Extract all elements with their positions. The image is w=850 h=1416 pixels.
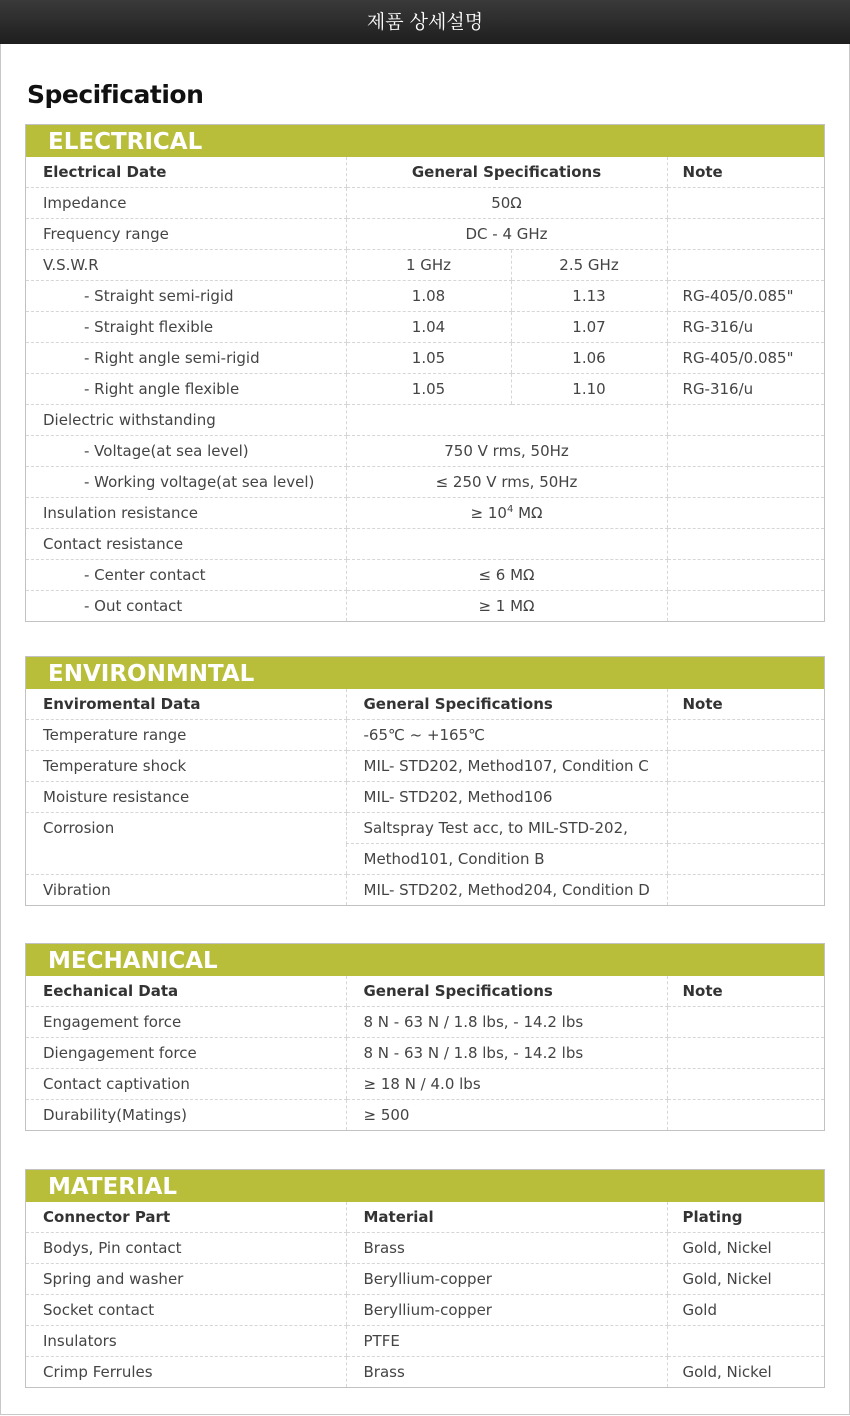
table-row: [26, 782, 824, 813]
row-spec-col1: 1.04: [346, 312, 511, 343]
table-row: [26, 560, 824, 591]
row-spec: Beryllium-copper: [346, 1264, 667, 1295]
row-label: [26, 844, 346, 875]
row-spec: Beryllium-copper: [346, 1295, 667, 1326]
row-label: - Center contact: [26, 560, 346, 591]
row-spec: ≤ 250 V rms, 50Hz: [346, 467, 667, 498]
row-label: Contact captivation: [26, 1069, 346, 1100]
top-title-bar: [0, 0, 850, 44]
row-label: Socket contact: [26, 1295, 346, 1326]
row-note: [667, 467, 824, 498]
spec-suffix: MΩ: [513, 504, 543, 522]
table-row: [26, 1264, 824, 1295]
row-spec: DC - 4 GHz: [346, 219, 667, 250]
table-row: [26, 1038, 824, 1069]
row-label: Diengagement force: [26, 1038, 346, 1069]
row-label: - Out contact: [84, 597, 183, 615]
row-note: RG-316/u: [667, 312, 824, 343]
row-spec: ≥ 18 N / 4.0 lbs: [346, 1069, 667, 1100]
row-label: Frequency range: [26, 219, 346, 250]
row-spec: Brass: [346, 1357, 667, 1388]
table-row: [26, 1357, 824, 1388]
section-header: ELECTRICAL: [26, 125, 824, 157]
table-row: [26, 436, 824, 467]
row-note: RG-316/u: [667, 374, 824, 405]
row-label: Durability(Matings): [43, 1106, 187, 1124]
table-row: [26, 405, 824, 436]
row-spec: PTFE: [346, 1326, 667, 1357]
table-row: [26, 813, 824, 844]
section-header: ENVIRONMNTAL: [26, 657, 824, 689]
row-spec: ≤ 6 MΩ: [346, 560, 667, 591]
table-row: [26, 720, 824, 751]
row-spec: ≥ 1 MΩ: [346, 591, 667, 622]
section-header: MATERIAL: [26, 1170, 824, 1202]
table-row: [26, 1100, 824, 1131]
row-note: [667, 498, 824, 529]
row-spec-col2: 2.5 GHz: [511, 250, 667, 281]
row-spec-col1: 1.05: [346, 343, 511, 374]
row-spec: [346, 498, 667, 529]
row-spec: ≥ 500: [346, 1100, 667, 1131]
row-note: Gold: [667, 1295, 824, 1326]
row-note: [667, 813, 824, 844]
table-row: [26, 875, 824, 906]
row-spec: 750 V rms, 50Hz: [346, 436, 667, 467]
row-spec-col1: 1.08: [346, 281, 511, 312]
row-note: Gold, Nickel: [667, 1357, 824, 1388]
row-spec: [346, 529, 667, 560]
table-row: [26, 250, 824, 281]
row-label: Temperature range: [26, 720, 346, 751]
table-row: [26, 498, 824, 529]
row-label: Engagement force: [26, 1007, 346, 1038]
row-note: [667, 1326, 824, 1357]
electrical-section: [25, 124, 825, 622]
column-header: Material: [346, 1202, 667, 1233]
row-label: - Straight flexible: [26, 312, 346, 343]
row-spec: -65℃ ~ +165℃: [346, 720, 667, 751]
table-header-row: [26, 157, 824, 188]
table-row: [26, 374, 824, 405]
table-header-row: [26, 689, 824, 720]
table-row: [26, 467, 824, 498]
spec-exponent: 4: [506, 504, 514, 515]
row-label: - Voltage(at sea level): [26, 436, 346, 467]
top-title: 제품 상세설명: [366, 11, 484, 33]
row-label: - Straight semi-rigid: [26, 281, 346, 312]
row-note: [667, 782, 824, 813]
row-spec: 8 N - 63 N / 1.8 lbs, - 14.2 lbs: [346, 1038, 667, 1069]
table-row: [26, 591, 824, 622]
column-header: General Specifications: [346, 976, 667, 1007]
column-header: Connector Part: [26, 1202, 346, 1233]
table-row: [26, 343, 824, 374]
column-header: Enviromental Data: [26, 689, 346, 720]
row-spec-col2: 1.10: [511, 374, 667, 405]
row-label: Impedance: [26, 188, 346, 219]
column-header: General Specifications: [346, 157, 667, 188]
row-label: - Working voltage(at sea level): [26, 467, 346, 498]
table-row: [26, 529, 824, 560]
column-header: Note: [667, 157, 824, 188]
row-label: Insulators: [26, 1326, 346, 1357]
mechanical-table: [26, 976, 824, 1130]
row-spec-col2: 1.07: [511, 312, 667, 343]
row-note: [667, 219, 824, 250]
row-note: RG-405/0.085": [667, 281, 824, 312]
row-spec: MIL- STD202, Method204, Condition D: [346, 875, 667, 906]
table-row: [26, 1295, 824, 1326]
table-row: [26, 312, 824, 343]
table-row: [26, 219, 824, 250]
row-spec: MIL- STD202, Method107, Condition C: [346, 751, 667, 782]
row-note: Gold, Nickel: [667, 1264, 824, 1295]
column-header: Note: [667, 689, 824, 720]
page-title: Specification: [27, 80, 204, 109]
table-row: [26, 188, 824, 219]
material-section: [25, 1169, 825, 1388]
row-label: Moisture resistance: [26, 782, 346, 813]
row-note: [667, 875, 824, 906]
row-note: [667, 720, 824, 751]
row-spec: 8 N - 63 N / 1.8 lbs, - 14.2 lbs: [346, 1007, 667, 1038]
row-spec: MIL- STD202, Method106: [346, 782, 667, 813]
section-header: MECHANICAL: [26, 944, 824, 976]
row-note: [667, 591, 824, 622]
electrical-table: [26, 157, 824, 621]
table-row: [26, 1069, 824, 1100]
table-row: [26, 1233, 824, 1264]
row-note: [667, 1100, 824, 1131]
row-spec: [346, 405, 667, 436]
row-spec-col1: 1 GHz: [346, 250, 511, 281]
row-note: [667, 436, 824, 467]
column-header: Eechanical Data: [26, 976, 346, 1007]
table-row: [26, 751, 824, 782]
row-label: Contact resistance: [26, 529, 346, 560]
table-header-row: [26, 976, 824, 1007]
row-label: Crimp Ferrules: [43, 1363, 153, 1381]
row-label: - Right angle semi-rigid: [26, 343, 346, 374]
row-spec: Method101, Condition B: [346, 844, 667, 875]
row-note: [667, 188, 824, 219]
row-note: [667, 1038, 824, 1069]
row-note: [667, 560, 824, 591]
row-spec: Saltspray Test acc, to MIL-STD-202,: [346, 813, 667, 844]
row-note: [667, 1007, 824, 1038]
mechanical-section: [25, 943, 825, 1131]
column-header: Plating: [667, 1202, 824, 1233]
environmental-section: [25, 656, 825, 906]
row-spec: 50Ω: [346, 188, 667, 219]
column-header: Note: [667, 976, 824, 1007]
row-note: [667, 1069, 824, 1100]
table-row: [26, 281, 824, 312]
row-spec-col2: 1.06: [511, 343, 667, 374]
material-table: [26, 1202, 824, 1387]
environmental-table: [26, 689, 824, 905]
row-note: [667, 405, 824, 436]
spec-prefix: ≥ 10: [470, 504, 507, 522]
table-header-row: [26, 1202, 824, 1233]
table-row: [26, 844, 824, 875]
row-note: [667, 844, 824, 875]
row-spec-col1: 1.05: [346, 374, 511, 405]
row-label: Dielectric withstanding: [26, 405, 346, 436]
column-header: Electrical Date: [26, 157, 346, 188]
table-row: [26, 1007, 824, 1038]
row-label: - Right angle flexible: [26, 374, 346, 405]
row-note: [667, 751, 824, 782]
row-spec: Brass: [346, 1233, 667, 1264]
row-label: Corrosion: [43, 819, 115, 838]
row-label: Temperature shock: [26, 751, 346, 782]
row-label: Bodys, Pin contact: [26, 1233, 346, 1264]
table-row: [26, 1326, 824, 1357]
row-label: Vibration: [43, 881, 111, 899]
row-note: [667, 250, 824, 281]
row-label: Spring and washer: [26, 1264, 346, 1295]
row-note: Gold, Nickel: [667, 1233, 824, 1264]
row-label: Insulation resistance: [26, 498, 346, 529]
row-note: [667, 529, 824, 560]
row-note: RG-405/0.085": [667, 343, 824, 374]
row-spec-col2: 1.13: [511, 281, 667, 312]
column-header: General Specifications: [346, 689, 667, 720]
row-label: V.S.W.R: [26, 250, 346, 281]
